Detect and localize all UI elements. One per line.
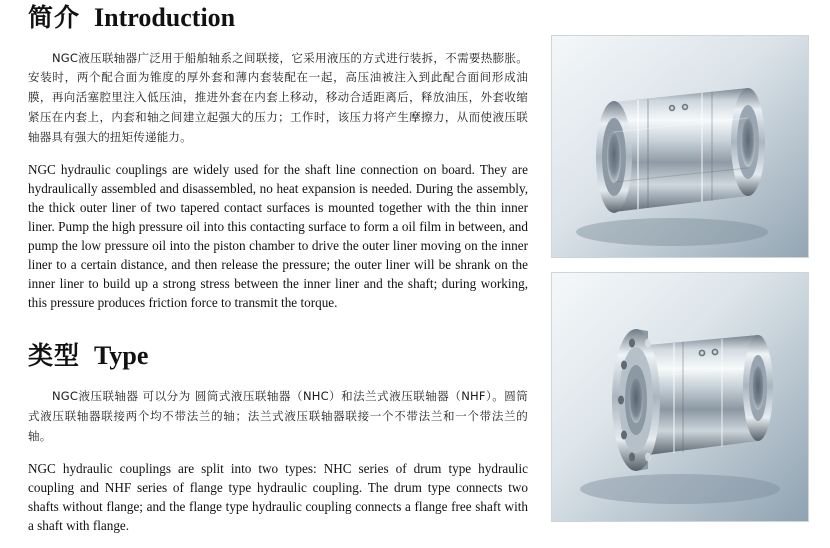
drum-coupling-illustration xyxy=(552,36,808,257)
heading-english: Introduction xyxy=(94,3,236,32)
drum-coupling-photo xyxy=(551,35,809,258)
text-column xyxy=(28,0,528,536)
flange-coupling-photo xyxy=(551,272,809,522)
section-heading-introduction xyxy=(28,4,528,33)
heading-chinese: 类型 xyxy=(28,341,81,371)
section-heading-type xyxy=(28,342,528,371)
heading-english: Type xyxy=(94,341,149,371)
paragraph-introduction-chinese: NGC液压联轴器广泛用于船舶轴系之间联接，它采用液压的方式进行装拆，不需要热膨胀。安装时，两个配合面为锥度的厚外套和薄内套装配在一起，高压油被注入到此配合面间形成油膜，再向活塞腔里注入低压油，推进外套在内套上移动，移动合适距离后，释放油压，外套收缩紧压在内套上，内套和轴之间建立起强大的压力；工作时，该压力将产生摩擦力，从而使液压联轴器具有强大的扭矩传递能力。 xyxy=(28,50,528,144)
paragraph-type-english: NGC hydraulic couplings are split into two types: NHC series of drum type hydraulic coupling and NHF series of flange type hydraulic coupling. The drum type connects two shafts without flange; and the flange type hydraulic coupling connects a flange free shaft with a shaft with flange. xyxy=(28,461,528,533)
flange-coupling-illustration xyxy=(552,273,808,521)
heading-chinese: 简介 xyxy=(28,3,81,32)
paragraph-type-chinese: NGC液压联轴器 可以分为 圆筒式液压联轴器（NHC）和法兰式液压联轴器（NHF）。圆筒式液压联轴器联接两个均不带法兰的轴；法兰式液压联轴器联接一个不带法兰和一个带法兰的轴。 xyxy=(28,389,528,443)
paragraph-introduction-english: NGC hydraulic couplings are widely used for the shaft line connection on board. They are hydraulically assembled and disassembled, no heat expansion is needed. During the assembly, the thick outer liner of two tapered contact surfaces is mounted together with the thin inner liner. Pump the high pressure oil into this contacting surface to form a oil film in between, and pump the low pressure oil into the piston chamber to drive the outer liner moving on the inner liner to a certain distance, and then release the pressure; the outer liner will be shrank on the inner liner to build up a strong stress between the inner liner and the shaft; during working, this pressure produces friction force to transmit the torque. xyxy=(28,162,528,310)
